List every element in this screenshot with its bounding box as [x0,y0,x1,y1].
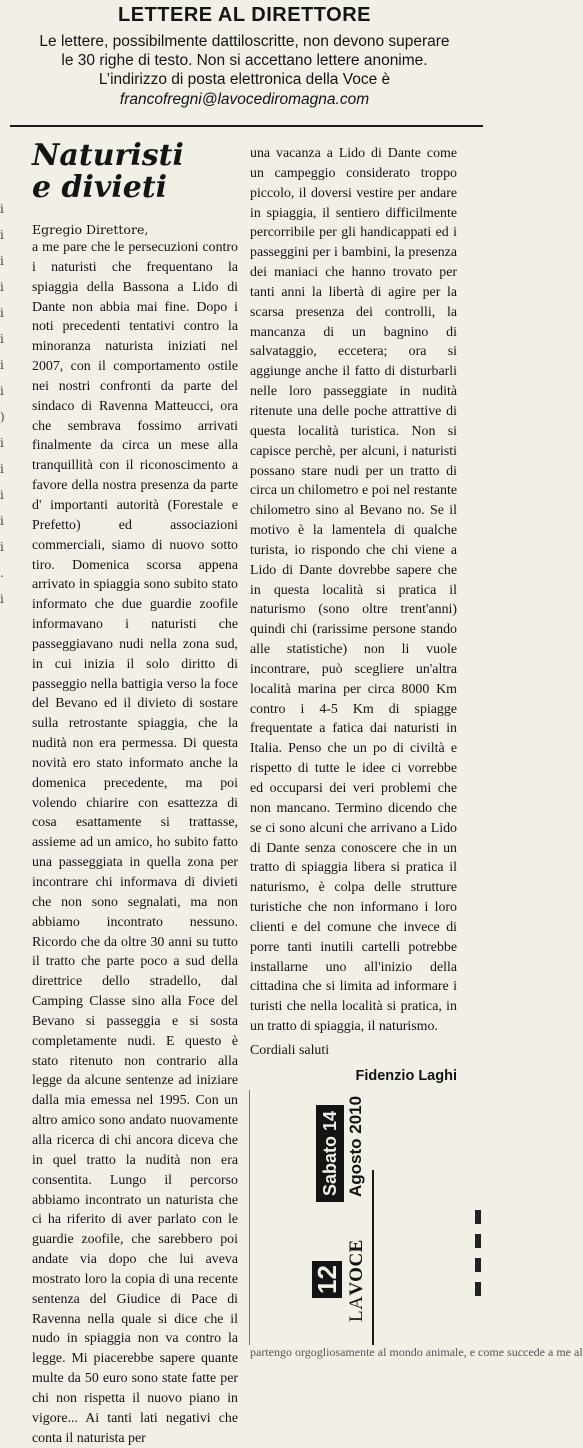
bleed-mark: i [0,384,4,398]
letter-salutation: Egregio Direttore, [32,222,149,237]
bleed-mark: i [0,436,4,450]
bleed-mark: i [0,254,4,268]
column-rule [249,1090,250,1345]
bleed-mark: i [0,540,4,554]
bleed-mark: ) [0,410,5,424]
bleed-mark: i [0,280,4,294]
info-line-2: le 30 righe di testo. Non si accettano lettere anonime. [61,52,428,69]
bleed-mark: i [0,332,4,346]
newspaper-masthead [346,1239,368,1322]
masthead-prefix: LA [346,1295,367,1322]
bleed-mark: i [0,228,4,242]
bleed-mark: i [0,358,4,372]
header-divider [10,125,483,127]
bleed-mark: i [0,462,4,476]
bleed-mark: i [0,514,4,528]
bleed-mark: i [0,202,4,216]
issue-month: Agosto 2010 [346,1095,365,1197]
masthead-rule [372,1170,374,1345]
issue-day: Sabato 14 [316,1105,344,1202]
next-article-fragment: partengo orgogliosamente al mondo animale, e come succede a me al [250,1345,583,1359]
section-info [14,32,475,109]
info-line-3: L’indirizzo di posta elettronica della Voce è [98,71,391,88]
headline-line-1: Naturisti [32,138,184,173]
article-column-1: a me pare che le persecuzioni contro i naturisti che frequentano la spiaggia della Bassona a Lido di Dante non abbia mai fine. Dopo i noti precedenti tentativi contro la minoranza naturista iniziati nel 2007, con il comportamento ostile nei nostri confronti da parte del sindaco di Ravenna Matteucci, ora che sembrava fossimo arrivati finalmente da circa un mese alla tranquillità con il riconoscimento a favore della nostra presenza da parte d' importanti autorità (Forestale e Prefetto) ed associazioni commerciali, siamo di nuovo sotto tiro. Domenica scorsa appena arrivato in spiaggia sono subito stato informato che due guardie zoofile informavano i naturisti che passeggiavano nudi nella zona sud, in cui inizia il solo diritto di passeggio nella battigia verso la foce del Bevano ed il divieto di sostare sulla retrostante spiaggia, che la nudità non era permessa. Di questa novità ero stato informato anche la domenica precedente, ma poi volendo chiarire con esattezza di cosa esattamente si trattasse, assieme ad un amico, ho subito fatto una passeggiata in quella zona per incontrare chi informava di divieti che non sono segnalati, ma non abbiamo incontrato nessuno. Ricordo che da oltre 30 anni su tutto il tratto che parte poco a sud della direttrice dello stradello, dal Camping Classe sino alla Foce del Bevano si passeggia e si sosta completamente nudi. E questo è stato ritenuto non contrario alla legge da alcune sentenze ad iniziare dalla mia emessa nel 1995. Con un altro amico sono andato nuovamente alla ricerca di chi ancora diceva che in quel tratto la nudità non era consentita. Lungo il percorso abbiamo incontrato un naturista che ci ha riferito di aver parlato con le guardie zoofile, che sarebbero poi andate via dopo che lui aveva mostrato loro la copia di una recente sentenza del Giudice di Pace di Ravenna nella quale si dice che il nudo in spiaggia non va contro la legge. Mi piacerebbe sapere quante multe da 50 euro sono state fatte per chi non rispetta il nuovo piano in vigore... Ai tanti lati negativi che conta il naturista per [32,240,238,1446]
article-column-2: una vacanza a Lido di Dante come un campeggio considerato troppo piccolo, il doversi vestire per andare in spiaggia, il sentiero difficilmente percorribile per gli handicappati ed i passeggini per i bambini, la presenza dei maniaci che hanno trovato per tanti anni la libertà di agire per la scarsa presenza dei controlli, la mancanza di un bagnino di salvataggio, eccetera; ora si aggiunge anche il fatto di disturbarli nelle loro passeggiate in nudità ritenute una delle poche attrattive di questa località turistica. Non si capisce perchè, per alcuni, i naturisti possano stare nudi per un tratto di circa un chilometro e poi nel restante chilometro sino al Bevano no. Se il motivo è la lamentela di qualche turista, io rispondo che chi viene a Lido di Dante dovrebbe sapere che in questa località si pratica il naturismo (sono oltre trent'anni) quindi chi (rarissime persone stando alle statistiche) non li vuole incontrare, può scegliere un'altra località marina per circa 8000 Km contro i 4-5 Km di spiagge frequentate a fatica dai naturisti in Italia. Penso che un po di civiltà e rispetto di tutte le idee ci vorrebbe ed occuparsi dei veri problemi che non mancano. Termino dicendo che se ci sono alcuni che arrivano a Lido di Dante senza conoscere che in un tratto di spiaggia libera si pratica il naturismo, è colpa delle strutture turistiche che non informano i loro clienti e del comune che invece di porre tanti inutili cartelli potrebbe installarne uno all'inizio della cittadina che si limita ad informare i turisti che nella località si pratica, in un tratto di spiaggia, il naturismo. [250,146,457,1035]
edge-bleed-mark [475,1210,481,1300]
email-address: francofregni@lavocediromagna.com [119,91,370,108]
letter-closing: Cordiali saluti [250,1043,330,1058]
adjacent-column-bleed [0,196,12,612]
headline-line-2: e divieti [32,170,168,205]
article-headline [32,140,232,204]
letter-signature: Fidenzio Laghi [355,1068,457,1084]
bleed-mark: . [0,566,4,580]
section-title: LETTERE AL DIRETTORE [118,4,371,26]
bleed-mark: i [0,592,4,606]
info-line-1: Le lettere, possibilmente dattiloscritte, non devono superare [39,33,450,50]
page-number: 12 [312,1261,342,1298]
bleed-mark: i [0,306,4,320]
masthead-name: VOCE [346,1239,367,1296]
bleed-mark: i [0,488,4,502]
